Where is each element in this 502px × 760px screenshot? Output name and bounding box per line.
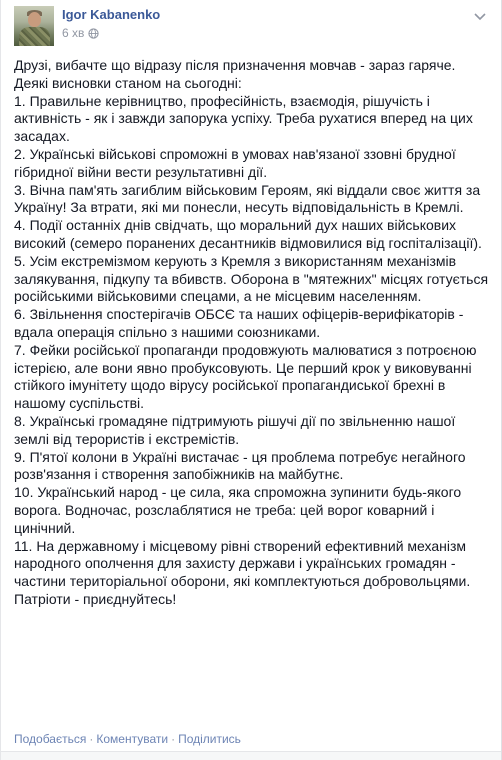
post-paragraph: 4. Події останніх днів свідчать, що моральний дух наших військових високий (семеро поранених десантників відмовилися від госпіталізації). — [14, 217, 482, 251]
post-paragraph: 3. Вічна пам'ять загиблим військовим Героям, які віддали своє життя за Україну! За втрати, які ми понесли, несуть відповідальність в Кремлі. — [14, 181, 481, 216]
post-paragraph: 2. Українські військові спроможні в умовах нав'язаної ззовні брудної гібридної війни вести результативні дії. — [14, 145, 456, 180]
timestamp-row — [62, 26, 160, 40]
avatar[interactable] — [14, 6, 54, 46]
post-paragraph: 7. Фейки російської пропаганди продовжують малюватися з потроєною істерією, але вони явно пробуксовують. Це перший крок у виковуванні стійкого імунітету щодо вірусу російської пропагандиської брехні в нашому суспільстві. — [14, 341, 477, 412]
post-paragraph: Друзі, вибачте що відразу після призначення мовчав - зараз гаряче. — [14, 57, 456, 73]
post-timestamp[interactable]: 6 хв — [62, 26, 85, 40]
post-paragraph: 5. Усім екстремізмом керують з Кремля з використанням механізмів залякування, підкупу та вбивств. Оборона в "мятежних" місцях готується російськими військовими спецами, а не місцевим населенням. — [14, 252, 489, 305]
comment-link[interactable]: Коментувати — [96, 732, 169, 746]
chevron-down-icon — [474, 8, 486, 26]
post-paragraph: 9. П'ятої колони в Україні вистачає - ця проблема потребує негайного розв'язання і створення запобіжників на майбутнє. — [14, 448, 466, 483]
post-actions — [14, 732, 241, 746]
author-name[interactable]: Igor Kabanenko — [62, 7, 161, 22]
avatar-head — [28, 12, 41, 27]
globe-icon[interactable] — [88, 28, 99, 39]
post-options-button[interactable] — [472, 10, 488, 24]
post-header — [14, 6, 160, 46]
avatar-uniform — [19, 27, 50, 46]
post-meta — [62, 6, 160, 40]
post-paragraph: 8. Українські громадяне підтримують рішучі дії по звільненню нашої землі від терористів і екстремістів. — [14, 412, 456, 447]
post-paragraph: 6. Звільнення спостерігачів ОБСЄ та наших офіцерів-верифікаторів - вдала операція спільно з нашими союзниками. — [14, 306, 464, 340]
post-footer-bar — [1, 751, 501, 760]
action-separator: · — [89, 732, 94, 746]
share-link[interactable]: Поділитись — [178, 732, 241, 746]
post-paragraph: Деякі висновки станом на сьогодні: — [14, 74, 242, 91]
post-paragraph: 11. На державному і місцевому рівні створений ефективний механізм народного ополчення для захисту держави і українських громадян - частини територіальної оборони, які комплектуються добровольцями. Патріоти - приєднуйтесь! — [14, 537, 471, 607]
post-paragraph: 10. Український народ - це сила, яка спроможна зупинити будь-якого ворога. Водночас, розслаблятися не треба: цей ворог коварний і цинічний. — [14, 484, 462, 536]
post-content — [14, 57, 490, 609]
post-paragraph: 1. Правильне керівництво, професійність, взаємодія, рішучість і активність - як і завжди запорука успіху. Треба рухатися вперед на цих засадах. — [14, 92, 473, 145]
action-separator: · — [171, 732, 176, 746]
like-link[interactable]: Подобається — [14, 732, 87, 746]
